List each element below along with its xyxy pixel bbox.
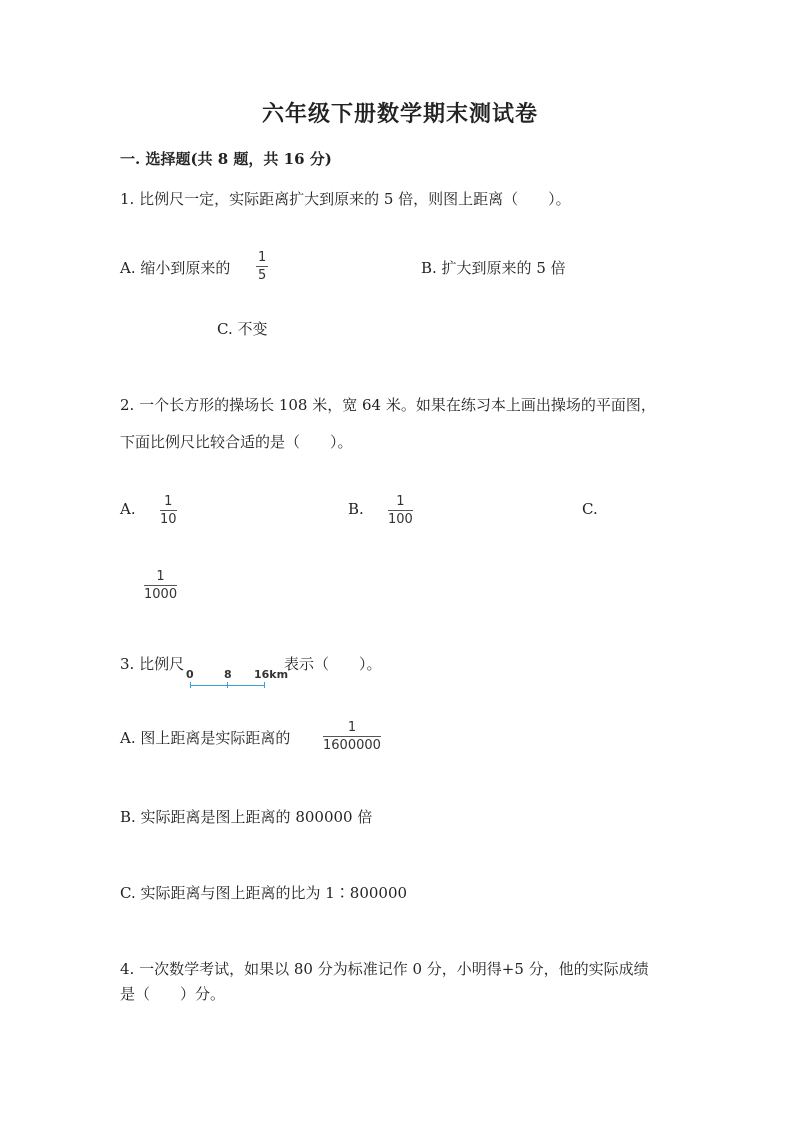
fraction-numerator: 1 [156,569,165,584]
fraction-denominator: 100 [388,512,413,527]
question-1-option-a-fraction [256,250,268,283]
scale-label-8: 8 [224,668,232,681]
fraction-denominator: 1000 [144,587,178,602]
scale-tick [227,682,228,688]
question-2-option-c-label[interactable]: C. [582,500,598,518]
question-2-option-b-fraction [388,494,413,527]
scale-label-0: 0 [186,668,194,681]
fraction-numerator: 1 [396,494,405,509]
question-2-stem-line-2: 下面比例尺比较合适的是（ ）。 [120,433,353,451]
page-title: 六年级下册数学期末测试卷 [261,101,538,127]
fraction-numerator: 1 [164,494,173,509]
scale-tick [190,682,191,688]
question-2-option-a-label[interactable]: A. [120,500,136,518]
question-4-stem-line-2: 是（ ）分。 [120,985,226,1003]
fraction-numerator: 1 [347,720,357,735]
section-heading: 一. 选择题(共 8 题，共 16 分) [120,150,332,168]
question-3-stem-suffix: 表示（ ）。 [284,655,382,673]
fraction-denominator: 5 [258,268,267,283]
question-2-option-b-label[interactable]: B. [348,500,364,518]
question-3-option-c[interactable]: C. 实际距离与图上距离的比为 1∶800000 [120,884,408,902]
question-1-option-b[interactable]: B. 扩大到原来的 5 倍 [421,259,566,277]
scale-tick [264,682,265,688]
question-1-stem: 1. 比例尺一定，实际距离扩大到原来的 5 倍，则图上距离（ ）。 [120,190,571,208]
question-3-stem-prefix: 3. 比例尺 [120,655,185,673]
question-2-stem-line-1: 2. 一个长方形的操场长 108 米，宽 64 米。如果在练习本上画出操场的平面图， [120,396,656,414]
question-1-option-c[interactable]: C. 不变 [217,320,268,338]
question-2-option-c-fraction [144,569,177,602]
scale-bar-graphic [186,668,289,692]
fraction-denominator: 10 [160,512,177,527]
question-3-option-b[interactable]: B. 实际距离是图上距离的 800000 倍 [120,808,373,826]
fraction-numerator: 1 [258,250,267,265]
question-4-stem-line-1: 4. 一次数学考试，如果以 80 分为标准记作 0 分，小明得+5 分，他的实际成绩 [120,960,649,978]
question-1-option-a[interactable]: A. 缩小到原来的 [120,259,231,277]
question-3-option-a-fraction [323,720,381,753]
scale-label-16km: 16km [254,668,289,681]
question-3-option-a[interactable]: A. 图上距离是实际距离的 [120,729,291,747]
fraction-denominator: 1600000 [323,738,381,753]
question-2-option-a-fraction [160,494,177,527]
